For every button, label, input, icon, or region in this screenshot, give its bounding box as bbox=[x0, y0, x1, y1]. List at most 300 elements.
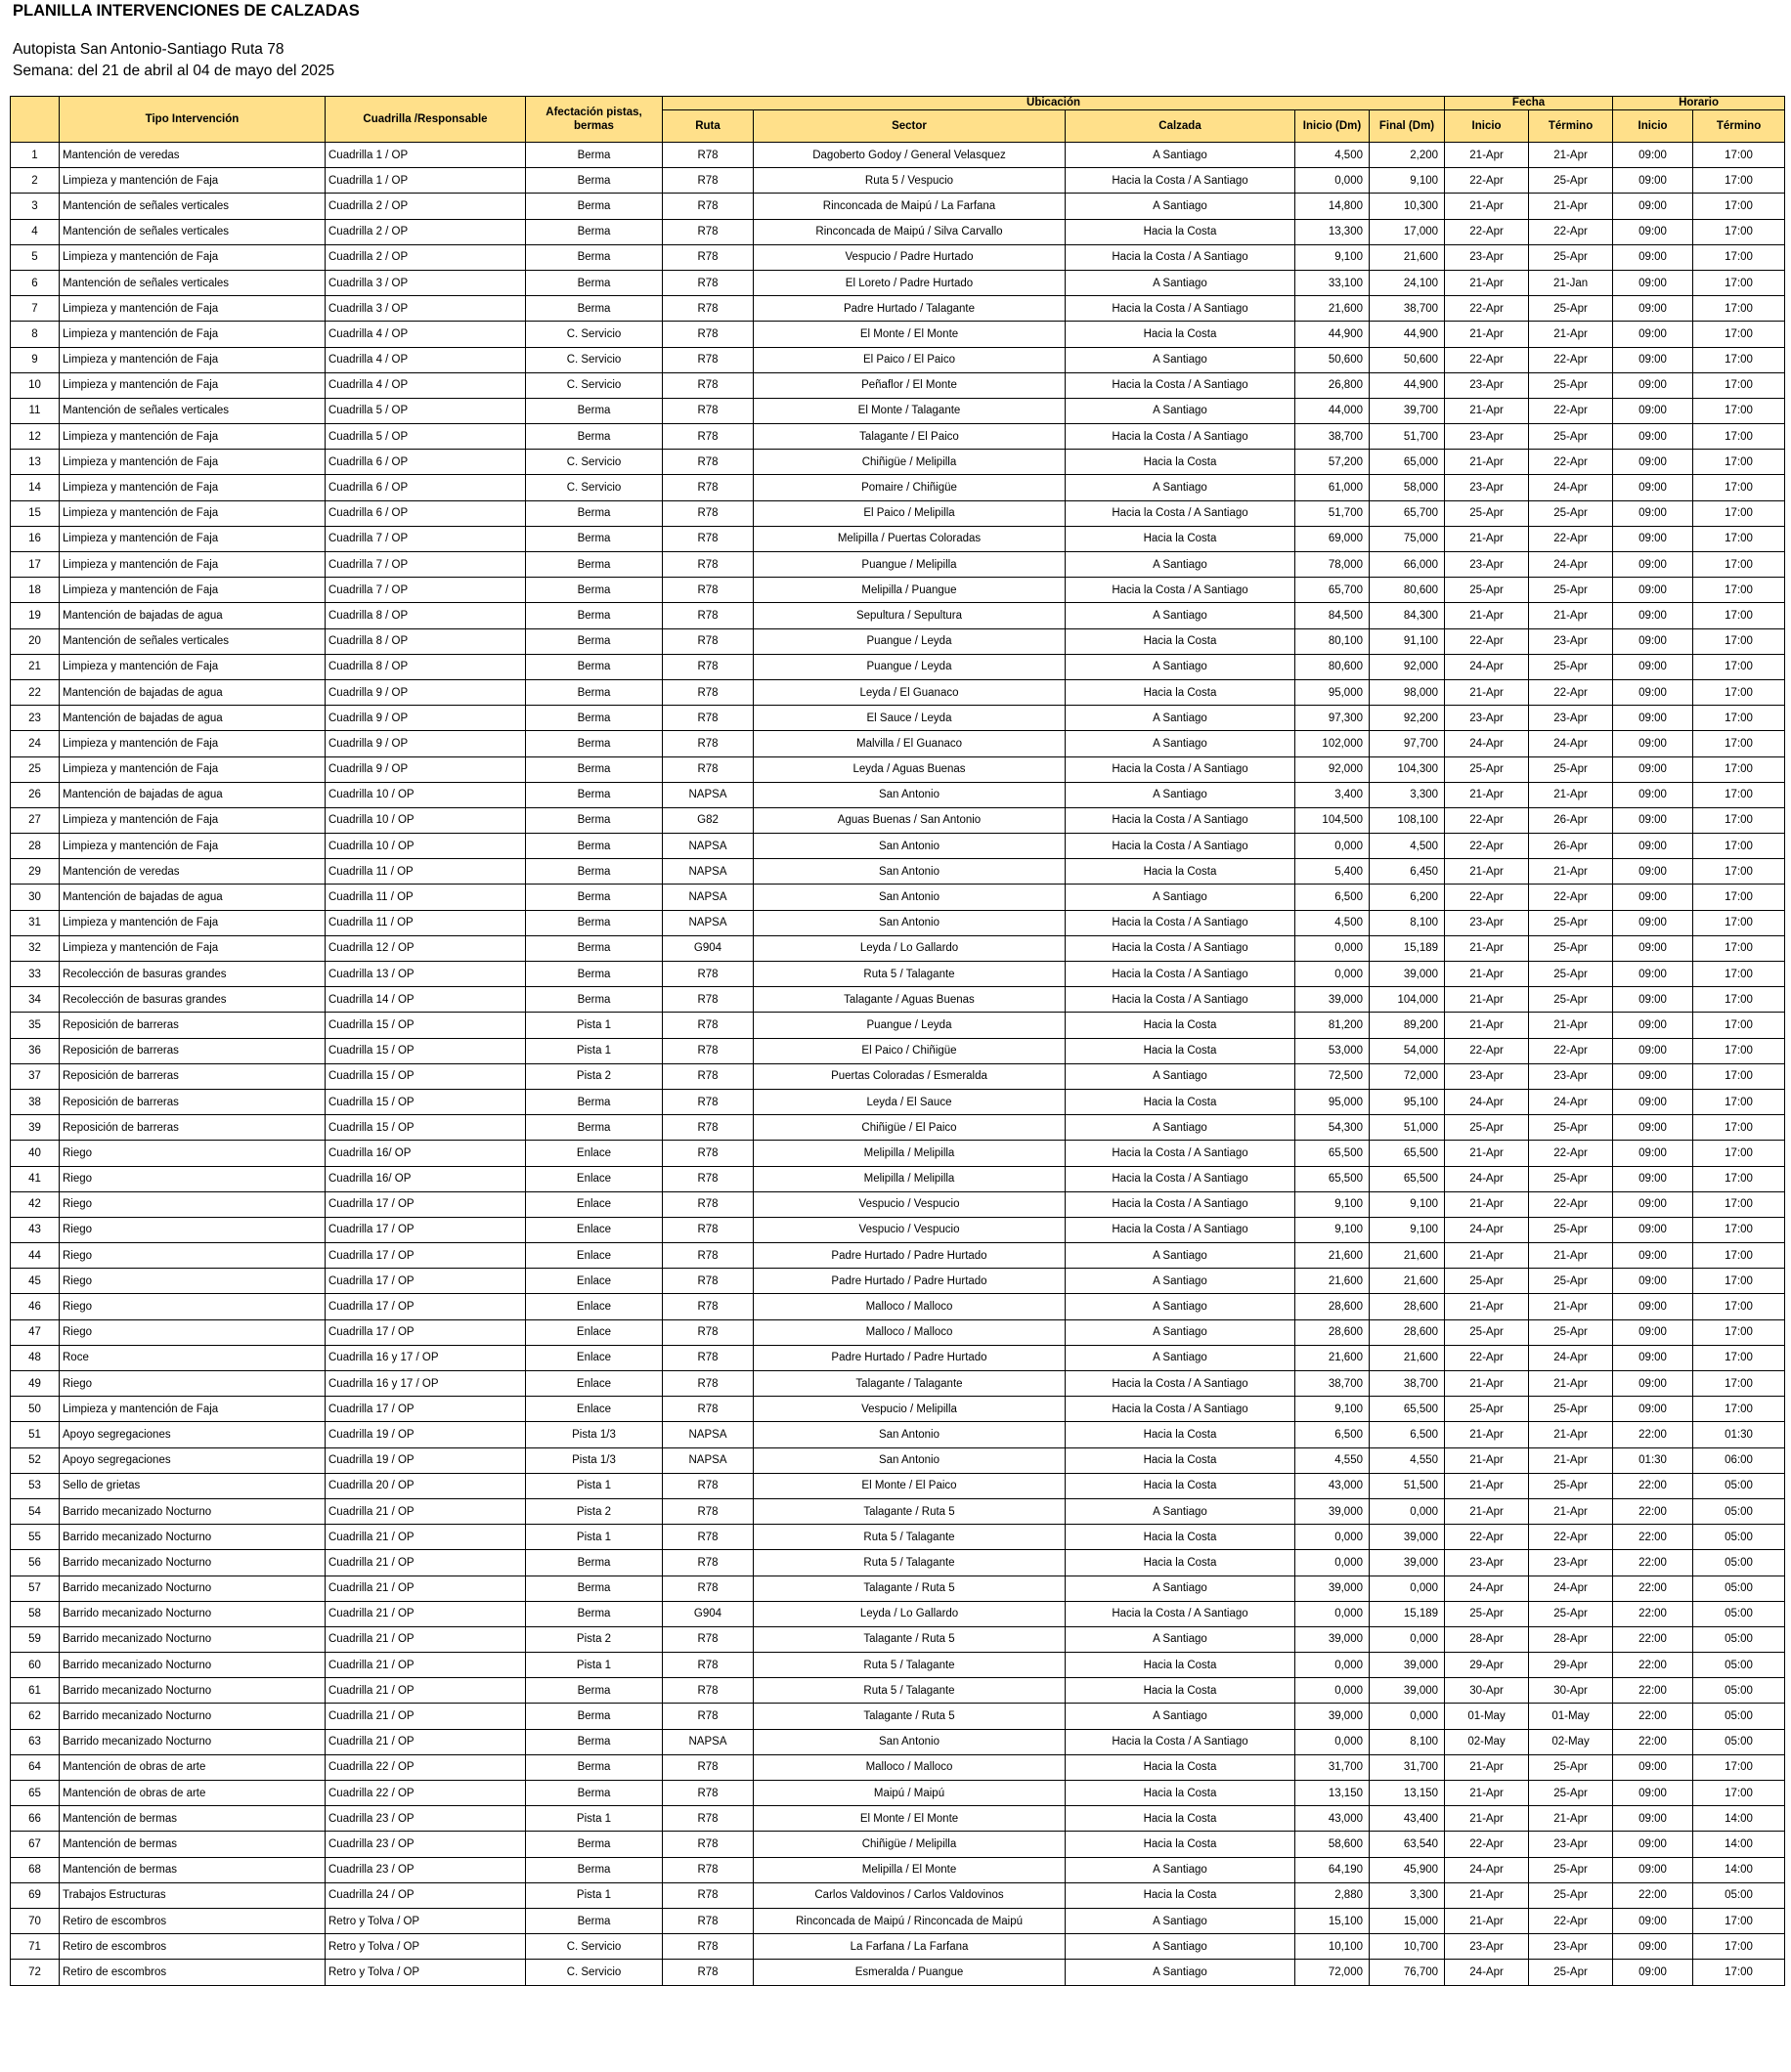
calzada-cell: Hacia la Costa bbox=[1066, 1806, 1295, 1832]
inicio-dm-cell: 43,000 bbox=[1295, 1806, 1370, 1832]
table-row bbox=[11, 500, 1785, 526]
calzada-cell: Hacia la Costa / A Santiago bbox=[1066, 834, 1295, 859]
sector-cell: Vespucio / Melipilla bbox=[754, 1397, 1066, 1422]
afectacion-cell: Enlace bbox=[526, 1294, 663, 1319]
ruta-cell: R78 bbox=[663, 1576, 754, 1601]
ruta-cell: R78 bbox=[663, 731, 754, 756]
ruta-cell: NAPSA bbox=[663, 910, 754, 935]
row-number: 52 bbox=[11, 1447, 60, 1473]
sector-cell: Chiñigüe / Melipilla bbox=[754, 450, 1066, 475]
hora-termino-cell: 17:00 bbox=[1693, 1217, 1785, 1242]
final-dm-cell: 50,600 bbox=[1370, 347, 1445, 372]
calzada-cell: A Santiago bbox=[1066, 603, 1295, 628]
fecha-termino-cell: 23-Apr bbox=[1529, 628, 1613, 654]
final-dm-cell: 28,600 bbox=[1370, 1319, 1445, 1345]
calzada-cell: Hacia la Costa bbox=[1066, 1754, 1295, 1780]
cuadrilla-cell: Cuadrilla 12 / OP bbox=[326, 935, 526, 961]
ruta-cell: R78 bbox=[663, 1345, 754, 1370]
page-title: PLANILLA INTERVENCIONES DE CALZADAS bbox=[13, 2, 360, 20]
row-number: 55 bbox=[11, 1525, 60, 1550]
cuadrilla-cell: Cuadrilla 2 / OP bbox=[326, 219, 526, 244]
tipo-cell: Riego bbox=[60, 1269, 326, 1294]
sector-cell: San Antonio bbox=[754, 1422, 1066, 1447]
fecha-inicio-cell: 28-Apr bbox=[1445, 1626, 1529, 1652]
hora-inicio-cell: 09:00 bbox=[1613, 1781, 1693, 1806]
final-dm-cell: 43,400 bbox=[1370, 1806, 1445, 1832]
fecha-inicio-cell: 25-Apr bbox=[1445, 1115, 1529, 1141]
hora-inicio-cell: 09:00 bbox=[1613, 1038, 1693, 1063]
week-range: Semana: del 21 de abril al 04 de mayo del 2025 bbox=[13, 63, 335, 79]
cuadrilla-cell: Cuadrilla 17 / OP bbox=[326, 1319, 526, 1345]
row-number: 49 bbox=[11, 1371, 60, 1397]
tipo-cell: Limpieza y mantención de Faja bbox=[60, 500, 326, 526]
fecha-inicio-cell: 21-Apr bbox=[1445, 1498, 1529, 1524]
inicio-dm-cell: 39,000 bbox=[1295, 1626, 1370, 1652]
afectacion-cell: Pista 2 bbox=[526, 1626, 663, 1652]
inicio-dm-cell: 0,000 bbox=[1295, 935, 1370, 961]
hora-termino-cell: 17:00 bbox=[1693, 143, 1785, 168]
afectacion-cell: Berma bbox=[526, 910, 663, 935]
hora-termino-cell: 17:00 bbox=[1693, 270, 1785, 295]
cuadrilla-cell: Cuadrilla 16 y 17 / OP bbox=[326, 1345, 526, 1370]
calzada-cell: Hacia la Costa bbox=[1066, 322, 1295, 347]
fecha-termino-cell: 02-May bbox=[1529, 1729, 1613, 1754]
hora-termino-cell: 17:00 bbox=[1693, 1166, 1785, 1191]
hora-inicio-cell: 09:00 bbox=[1613, 1243, 1693, 1269]
sector-cell: Melipilla / El Monte bbox=[754, 1857, 1066, 1882]
row-number: 36 bbox=[11, 1038, 60, 1063]
inicio-dm-cell: 33,100 bbox=[1295, 270, 1370, 295]
final-dm-cell: 13,150 bbox=[1370, 1781, 1445, 1806]
inicio-dm-cell: 9,100 bbox=[1295, 1191, 1370, 1217]
inicio-dm-cell: 13,150 bbox=[1295, 1781, 1370, 1806]
tipo-cell: Riego bbox=[60, 1191, 326, 1217]
col-group-horario: Horario bbox=[1613, 97, 1785, 110]
table-row bbox=[11, 1319, 1785, 1345]
tipo-cell: Mantención de señales verticales bbox=[60, 194, 326, 219]
calzada-cell: A Santiago bbox=[1066, 1704, 1295, 1729]
inicio-dm-cell: 10,100 bbox=[1295, 1934, 1370, 1960]
final-dm-cell: 0,000 bbox=[1370, 1498, 1445, 1524]
hora-termino-cell: 17:00 bbox=[1693, 475, 1785, 500]
row-number: 1 bbox=[11, 143, 60, 168]
ruta-cell: R78 bbox=[663, 1754, 754, 1780]
calzada-cell: Hacia la Costa / A Santiago bbox=[1066, 296, 1295, 322]
hora-inicio-cell: 09:00 bbox=[1613, 143, 1693, 168]
fecha-inicio-cell: 21-Apr bbox=[1445, 194, 1529, 219]
final-dm-cell: 15,000 bbox=[1370, 1908, 1445, 1933]
final-dm-cell: 58,000 bbox=[1370, 475, 1445, 500]
final-dm-cell: 63,540 bbox=[1370, 1832, 1445, 1857]
calzada-cell: Hacia la Costa / A Santiago bbox=[1066, 372, 1295, 398]
tipo-cell: Mantención de bajadas de agua bbox=[60, 885, 326, 910]
final-dm-cell: 8,100 bbox=[1370, 1729, 1445, 1754]
final-dm-cell: 6,450 bbox=[1370, 859, 1445, 885]
sector-cell: Talagante / Aguas Buenas bbox=[754, 987, 1066, 1013]
sector-cell: San Antonio bbox=[754, 885, 1066, 910]
table-row bbox=[11, 143, 1785, 168]
hora-inicio-cell: 22:00 bbox=[1613, 1498, 1693, 1524]
tipo-cell: Barrido mecanizado Nocturno bbox=[60, 1550, 326, 1576]
afectacion-cell: Berma bbox=[526, 244, 663, 270]
tipo-cell: Reposición de barreras bbox=[60, 1038, 326, 1063]
afectacion-cell: Enlace bbox=[526, 1269, 663, 1294]
hora-termino-cell: 17:00 bbox=[1693, 194, 1785, 219]
inicio-dm-cell: 0,000 bbox=[1295, 962, 1370, 987]
tipo-cell: Limpieza y mantención de Faja bbox=[60, 168, 326, 194]
cuadrilla-cell: Cuadrilla 9 / OP bbox=[326, 756, 526, 782]
col-header-fecha-inicio: Inicio bbox=[1445, 110, 1529, 143]
calzada-cell: Hacia la Costa / A Santiago bbox=[1066, 1166, 1295, 1191]
afectacion-cell: Berma bbox=[526, 1754, 663, 1780]
sector-cell: San Antonio bbox=[754, 1447, 1066, 1473]
cuadrilla-cell: Cuadrilla 6 / OP bbox=[326, 475, 526, 500]
table-row bbox=[11, 1908, 1785, 1933]
row-number: 71 bbox=[11, 1934, 60, 1960]
cuadrilla-cell: Cuadrilla 8 / OP bbox=[326, 603, 526, 628]
hora-inicio-cell: 09:00 bbox=[1613, 731, 1693, 756]
row-number: 17 bbox=[11, 552, 60, 578]
cuadrilla-cell: Cuadrilla 21 / OP bbox=[326, 1626, 526, 1652]
hora-termino-cell: 17:00 bbox=[1693, 500, 1785, 526]
table-row bbox=[11, 552, 1785, 578]
afectacion-cell: Enlace bbox=[526, 1345, 663, 1370]
final-dm-cell: 15,189 bbox=[1370, 935, 1445, 961]
sector-cell: El Paico / Chiñigüe bbox=[754, 1038, 1066, 1063]
sector-cell: Carlos Valdovinos / Carlos Valdovinos bbox=[754, 1882, 1066, 1908]
tipo-cell: Riego bbox=[60, 1166, 326, 1191]
inicio-dm-cell: 39,000 bbox=[1295, 987, 1370, 1013]
tipo-cell: Retiro de escombros bbox=[60, 1934, 326, 1960]
hora-termino-cell: 17:00 bbox=[1693, 1371, 1785, 1397]
calzada-cell: Hacia la Costa bbox=[1066, 1038, 1295, 1063]
sector-cell: Leyda / El Guanaco bbox=[754, 679, 1066, 705]
final-dm-cell: 0,000 bbox=[1370, 1704, 1445, 1729]
calzada-cell: A Santiago bbox=[1066, 654, 1295, 679]
final-dm-cell: 3,300 bbox=[1370, 782, 1445, 807]
fecha-inicio-cell: 01-May bbox=[1445, 1704, 1529, 1729]
final-dm-cell: 38,700 bbox=[1370, 296, 1445, 322]
hora-termino-cell: 17:00 bbox=[1693, 1269, 1785, 1294]
row-number: 60 bbox=[11, 1653, 60, 1678]
ruta-cell: NAPSA bbox=[663, 1422, 754, 1447]
tipo-cell: Barrido mecanizado Nocturno bbox=[60, 1498, 326, 1524]
row-number: 15 bbox=[11, 500, 60, 526]
calzada-cell: A Santiago bbox=[1066, 1908, 1295, 1933]
final-dm-cell: 24,100 bbox=[1370, 270, 1445, 295]
hora-inicio-cell: 22:00 bbox=[1613, 1525, 1693, 1550]
calzada-cell: A Santiago bbox=[1066, 347, 1295, 372]
hora-inicio-cell: 09:00 bbox=[1613, 603, 1693, 628]
hora-termino-cell: 17:00 bbox=[1693, 219, 1785, 244]
hora-termino-cell: 17:00 bbox=[1693, 578, 1785, 603]
col-header-hora-termino: Término bbox=[1693, 110, 1785, 143]
tipo-cell: Reposición de barreras bbox=[60, 1089, 326, 1114]
table-row bbox=[11, 1806, 1785, 1832]
fecha-termino-cell: 21-Apr bbox=[1529, 322, 1613, 347]
hora-inicio-cell: 22:00 bbox=[1613, 1653, 1693, 1678]
final-dm-cell: 97,700 bbox=[1370, 731, 1445, 756]
ruta-cell: R78 bbox=[663, 1781, 754, 1806]
hora-inicio-cell: 09:00 bbox=[1613, 1754, 1693, 1780]
table-row bbox=[11, 1601, 1785, 1626]
hora-termino-cell: 17:00 bbox=[1693, 347, 1785, 372]
sector-cell: Talagante / El Paico bbox=[754, 424, 1066, 450]
fecha-inicio-cell: 21-Apr bbox=[1445, 962, 1529, 987]
calzada-cell: A Santiago bbox=[1066, 1115, 1295, 1141]
ruta-cell: R78 bbox=[663, 219, 754, 244]
table-row bbox=[11, 679, 1785, 705]
inicio-dm-cell: 78,000 bbox=[1295, 552, 1370, 578]
inicio-dm-cell: 28,600 bbox=[1295, 1319, 1370, 1345]
table-row bbox=[11, 296, 1785, 322]
calzada-cell: Hacia la Costa / A Santiago bbox=[1066, 987, 1295, 1013]
fecha-termino-cell: 29-Apr bbox=[1529, 1653, 1613, 1678]
inicio-dm-cell: 104,500 bbox=[1295, 807, 1370, 833]
tipo-cell: Riego bbox=[60, 1319, 326, 1345]
hora-termino-cell: 17:00 bbox=[1693, 1294, 1785, 1319]
fecha-termino-cell: 24-Apr bbox=[1529, 552, 1613, 578]
table-row bbox=[11, 1525, 1785, 1550]
calzada-cell: Hacia la Costa / A Santiago bbox=[1066, 1217, 1295, 1242]
tipo-cell: Limpieza y mantención de Faja bbox=[60, 475, 326, 500]
table-row bbox=[11, 1166, 1785, 1191]
tipo-cell: Recolección de basuras grandes bbox=[60, 987, 326, 1013]
calzada-cell: Hacia la Costa / A Santiago bbox=[1066, 807, 1295, 833]
tipo-cell: Riego bbox=[60, 1243, 326, 1269]
row-number: 26 bbox=[11, 782, 60, 807]
afectacion-cell: Berma bbox=[526, 679, 663, 705]
afectacion-cell: Berma bbox=[526, 398, 663, 423]
calzada-cell: Hacia la Costa bbox=[1066, 526, 1295, 551]
row-number: 68 bbox=[11, 1857, 60, 1882]
afectacion-cell: Berma bbox=[526, 1729, 663, 1754]
tipo-cell: Limpieza y mantención de Faja bbox=[60, 834, 326, 859]
hora-termino-cell: 17:00 bbox=[1693, 1063, 1785, 1089]
hora-inicio-cell: 09:00 bbox=[1613, 372, 1693, 398]
table-row bbox=[11, 1576, 1785, 1601]
fecha-inicio-cell: 02-May bbox=[1445, 1729, 1529, 1754]
ruta-cell: R78 bbox=[663, 756, 754, 782]
cuadrilla-cell: Cuadrilla 1 / OP bbox=[326, 143, 526, 168]
tipo-cell: Mantención de obras de arte bbox=[60, 1781, 326, 1806]
sector-cell: El Paico / Melipilla bbox=[754, 500, 1066, 526]
calzada-cell: A Santiago bbox=[1066, 1857, 1295, 1882]
ruta-cell: R78 bbox=[663, 1704, 754, 1729]
row-number: 27 bbox=[11, 807, 60, 833]
calzada-cell: A Santiago bbox=[1066, 194, 1295, 219]
ruta-cell: R78 bbox=[663, 654, 754, 679]
ruta-cell: R78 bbox=[663, 603, 754, 628]
row-number: 64 bbox=[11, 1754, 60, 1780]
calzada-cell: Hacia la Costa bbox=[1066, 1422, 1295, 1447]
cuadrilla-cell: Cuadrilla 8 / OP bbox=[326, 628, 526, 654]
table-row bbox=[11, 1217, 1785, 1242]
fecha-inicio-cell: 22-Apr bbox=[1445, 1345, 1529, 1370]
hora-termino-cell: 06:00 bbox=[1693, 1447, 1785, 1473]
hora-inicio-cell: 01:30 bbox=[1613, 1447, 1693, 1473]
inicio-dm-cell: 97,300 bbox=[1295, 706, 1370, 731]
table-row bbox=[11, 1115, 1785, 1141]
afectacion-cell: Berma bbox=[526, 194, 663, 219]
table-header bbox=[11, 97, 1785, 143]
hora-inicio-cell: 09:00 bbox=[1613, 654, 1693, 679]
fecha-inicio-cell: 21-Apr bbox=[1445, 270, 1529, 295]
inicio-dm-cell: 39,000 bbox=[1295, 1704, 1370, 1729]
tipo-cell: Riego bbox=[60, 1294, 326, 1319]
hora-inicio-cell: 09:00 bbox=[1613, 398, 1693, 423]
afectacion-cell: C. Servicio bbox=[526, 475, 663, 500]
fecha-termino-cell: 24-Apr bbox=[1529, 1089, 1613, 1114]
inicio-dm-cell: 38,700 bbox=[1295, 1371, 1370, 1397]
row-number: 69 bbox=[11, 1882, 60, 1908]
ruta-cell: R78 bbox=[663, 296, 754, 322]
sector-cell: Vespucio / Vespucio bbox=[754, 1217, 1066, 1242]
final-dm-cell: 51,500 bbox=[1370, 1473, 1445, 1498]
fecha-inicio-cell: 22-Apr bbox=[1445, 1832, 1529, 1857]
fecha-termino-cell: 23-Apr bbox=[1529, 1934, 1613, 1960]
cuadrilla-cell: Cuadrilla 6 / OP bbox=[326, 450, 526, 475]
hora-termino-cell: 17:00 bbox=[1693, 168, 1785, 194]
fecha-termino-cell: 24-Apr bbox=[1529, 1345, 1613, 1370]
hora-inicio-cell: 22:00 bbox=[1613, 1422, 1693, 1447]
row-number: 22 bbox=[11, 679, 60, 705]
cuadrilla-cell: Cuadrilla 15 / OP bbox=[326, 1038, 526, 1063]
tipo-cell: Limpieza y mantención de Faja bbox=[60, 552, 326, 578]
afectacion-cell: Pista 1 bbox=[526, 1525, 663, 1550]
calzada-cell: A Santiago bbox=[1066, 1960, 1295, 1985]
hora-termino-cell: 14:00 bbox=[1693, 1832, 1785, 1857]
calzada-cell: A Santiago bbox=[1066, 398, 1295, 423]
table-row bbox=[11, 1371, 1785, 1397]
hora-termino-cell: 17:00 bbox=[1693, 1960, 1785, 1985]
hora-termino-cell: 17:00 bbox=[1693, 1089, 1785, 1114]
hora-inicio-cell: 22:00 bbox=[1613, 1576, 1693, 1601]
hora-termino-cell: 17:00 bbox=[1693, 526, 1785, 551]
fecha-inicio-cell: 21-Apr bbox=[1445, 1806, 1529, 1832]
table-row bbox=[11, 962, 1785, 987]
table-row bbox=[11, 1191, 1785, 1217]
tipo-cell: Mantención de bajadas de agua bbox=[60, 603, 326, 628]
fecha-termino-cell: 26-Apr bbox=[1529, 807, 1613, 833]
sector-cell: El Paico / El Paico bbox=[754, 347, 1066, 372]
row-number: 47 bbox=[11, 1319, 60, 1345]
afectacion-cell: Enlace bbox=[526, 1217, 663, 1242]
fecha-inicio-cell: 21-Apr bbox=[1445, 782, 1529, 807]
fecha-termino-cell: 24-Apr bbox=[1529, 475, 1613, 500]
inicio-dm-cell: 4,500 bbox=[1295, 910, 1370, 935]
final-dm-cell: 76,700 bbox=[1370, 1960, 1445, 1985]
fecha-termino-cell: 25-Apr bbox=[1529, 987, 1613, 1013]
fecha-inicio-cell: 21-Apr bbox=[1445, 1754, 1529, 1780]
table-row bbox=[11, 628, 1785, 654]
row-number: 32 bbox=[11, 935, 60, 961]
inicio-dm-cell: 95,000 bbox=[1295, 1089, 1370, 1114]
hora-termino-cell: 17:00 bbox=[1693, 654, 1785, 679]
calzada-cell: Hacia la Costa bbox=[1066, 1653, 1295, 1678]
afectacion-cell: C. Servicio bbox=[526, 1960, 663, 1985]
inicio-dm-cell: 21,600 bbox=[1295, 1243, 1370, 1269]
cuadrilla-cell: Cuadrilla 5 / OP bbox=[326, 398, 526, 423]
tipo-cell: Riego bbox=[60, 1371, 326, 1397]
table-row bbox=[11, 807, 1785, 833]
calzada-cell: A Santiago bbox=[1066, 782, 1295, 807]
tipo-cell: Apoyo segregaciones bbox=[60, 1447, 326, 1473]
calzada-cell: Hacia la Costa bbox=[1066, 1013, 1295, 1038]
hora-inicio-cell: 09:00 bbox=[1613, 1191, 1693, 1217]
cuadrilla-cell: Cuadrilla 21 / OP bbox=[326, 1601, 526, 1626]
fecha-inicio-cell: 21-Apr bbox=[1445, 143, 1529, 168]
sector-cell: Leyda / Aguas Buenas bbox=[754, 756, 1066, 782]
hora-inicio-cell: 09:00 bbox=[1613, 782, 1693, 807]
final-dm-cell: 95,100 bbox=[1370, 1089, 1445, 1114]
sector-cell: Chiñigüe / El Paico bbox=[754, 1115, 1066, 1141]
sector-cell: Leyda / Lo Gallardo bbox=[754, 935, 1066, 961]
afectacion-cell: Berma bbox=[526, 578, 663, 603]
sector-cell: Pomaire / Chiñigüe bbox=[754, 475, 1066, 500]
hora-termino-cell: 01:30 bbox=[1693, 1422, 1785, 1447]
calzada-cell: Hacia la Costa bbox=[1066, 219, 1295, 244]
fecha-termino-cell: 21-Apr bbox=[1529, 1498, 1613, 1524]
hora-inicio-cell: 22:00 bbox=[1613, 1729, 1693, 1754]
table-row bbox=[11, 756, 1785, 782]
calzada-cell: Hacia la Costa bbox=[1066, 859, 1295, 885]
sector-cell: Rinconcada de Maipú / Silva Carvallo bbox=[754, 219, 1066, 244]
final-dm-cell: 21,600 bbox=[1370, 1345, 1445, 1370]
afectacion-cell: Berma bbox=[526, 1781, 663, 1806]
hora-inicio-cell: 09:00 bbox=[1613, 1934, 1693, 1960]
fecha-inicio-cell: 23-Apr bbox=[1445, 1550, 1529, 1576]
cuadrilla-cell: Cuadrilla 4 / OP bbox=[326, 322, 526, 347]
fecha-termino-cell: 25-Apr bbox=[1529, 654, 1613, 679]
ruta-cell: NAPSA bbox=[663, 1729, 754, 1754]
final-dm-cell: 65,500 bbox=[1370, 1141, 1445, 1166]
inicio-dm-cell: 54,300 bbox=[1295, 1115, 1370, 1141]
sector-cell: El Monte / El Monte bbox=[754, 322, 1066, 347]
ruta-cell: R78 bbox=[663, 1243, 754, 1269]
ruta-cell: R78 bbox=[663, 1550, 754, 1576]
final-dm-cell: 8,100 bbox=[1370, 910, 1445, 935]
hora-termino-cell: 17:00 bbox=[1693, 987, 1785, 1013]
calzada-cell: Hacia la Costa / A Santiago bbox=[1066, 500, 1295, 526]
final-dm-cell: 21,600 bbox=[1370, 1269, 1445, 1294]
cuadrilla-cell: Cuadrilla 17 / OP bbox=[326, 1191, 526, 1217]
inicio-dm-cell: 9,100 bbox=[1295, 1217, 1370, 1242]
inicio-dm-cell: 44,900 bbox=[1295, 322, 1370, 347]
tipo-cell: Barrido mecanizado Nocturno bbox=[60, 1576, 326, 1601]
cuadrilla-cell: Cuadrilla 11 / OP bbox=[326, 885, 526, 910]
ruta-cell: R78 bbox=[663, 1653, 754, 1678]
sector-cell: Rinconcada de Maipú / Rinconcada de Maipú bbox=[754, 1908, 1066, 1933]
inicio-dm-cell: 51,700 bbox=[1295, 500, 1370, 526]
fecha-inicio-cell: 29-Apr bbox=[1445, 1653, 1529, 1678]
row-number: 63 bbox=[11, 1729, 60, 1754]
hora-inicio-cell: 09:00 bbox=[1613, 1269, 1693, 1294]
sector-cell: Melipilla / Melipilla bbox=[754, 1141, 1066, 1166]
cuadrilla-cell: Cuadrilla 19 / OP bbox=[326, 1422, 526, 1447]
calzada-cell: Hacia la Costa bbox=[1066, 679, 1295, 705]
table-row bbox=[11, 1243, 1785, 1269]
fecha-termino-cell: 25-Apr bbox=[1529, 756, 1613, 782]
inicio-dm-cell: 0,000 bbox=[1295, 1550, 1370, 1576]
fecha-inicio-cell: 24-Apr bbox=[1445, 1857, 1529, 1882]
sector-cell: Dagoberto Godoy / General Velasquez bbox=[754, 143, 1066, 168]
interventions-table bbox=[10, 96, 1785, 1986]
afectacion-cell: Berma bbox=[526, 424, 663, 450]
fecha-termino-cell: 23-Apr bbox=[1529, 1063, 1613, 1089]
sector-cell: La Farfana / La Farfana bbox=[754, 1934, 1066, 1960]
fecha-inicio-cell: 25-Apr bbox=[1445, 1601, 1529, 1626]
